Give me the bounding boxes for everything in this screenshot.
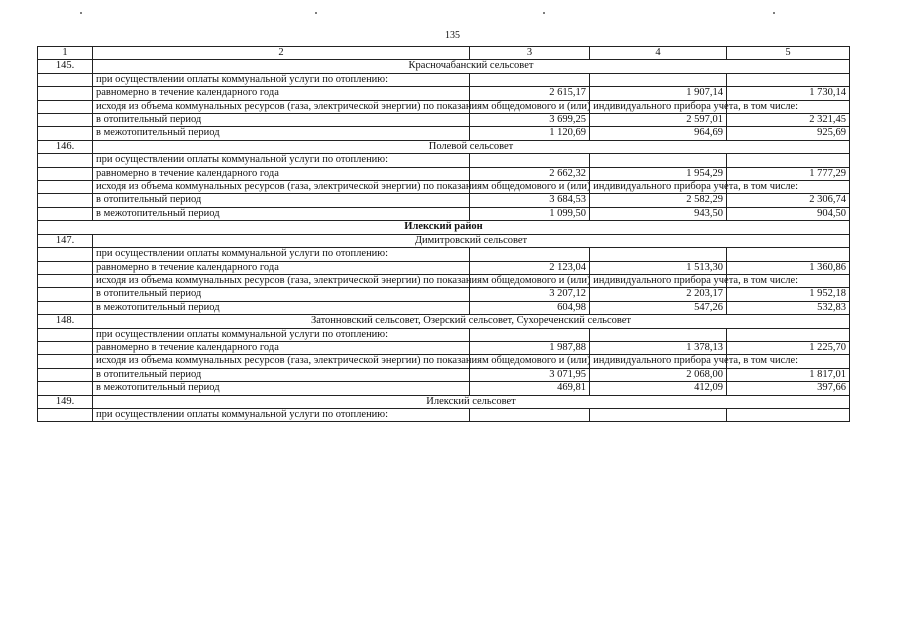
- table-row: [38, 288, 850, 301]
- value-cell: 412,09: [590, 382, 727, 395]
- row-label: в межотопительный период: [93, 207, 470, 220]
- table-header-row: [38, 47, 850, 60]
- value-cell: 604,98: [470, 301, 590, 314]
- value-cell: 3 207,12: [470, 288, 590, 301]
- table-row: [38, 328, 850, 341]
- value-cell: 2 662,32: [470, 167, 590, 180]
- header-cell: 4: [590, 47, 727, 60]
- value-cell: 943,50: [590, 207, 727, 220]
- section-title-row: [38, 395, 850, 408]
- value-cell: 1 987,88: [470, 341, 590, 354]
- section-number: 145.: [38, 60, 93, 73]
- row-label: при осуществлении оплаты коммунальной услуги по отоплению:: [93, 248, 470, 261]
- section-title-row: [38, 140, 850, 153]
- value-cell: 1 817,01: [727, 368, 850, 381]
- scan-dots: [0, 12, 905, 20]
- header-cell: 5: [727, 47, 850, 60]
- value-cell: 1 225,70: [727, 341, 850, 354]
- district-row: [38, 221, 850, 234]
- value-cell: 1 954,29: [590, 167, 727, 180]
- table-row: [38, 301, 850, 314]
- table-row: [38, 341, 850, 354]
- tariff-table: [37, 46, 850, 422]
- table-row: [38, 167, 850, 180]
- table-row: [38, 382, 850, 395]
- section-title: Димитровский сельсовет: [93, 234, 850, 247]
- table-row: [38, 248, 850, 261]
- value-cell: 1 378,13: [590, 341, 727, 354]
- value-cell: 2 597,01: [590, 114, 727, 127]
- table-row: [38, 100, 850, 113]
- table-row: [38, 261, 850, 274]
- table-row: [38, 87, 850, 100]
- row-label: равномерно в течение календарного года: [93, 341, 470, 354]
- section-title: Полевой сельсовет: [93, 140, 850, 153]
- district-title: Илекский район: [38, 221, 850, 234]
- section-title-row: [38, 315, 850, 328]
- row-label: равномерно в течение календарного года: [93, 87, 470, 100]
- row-label: при осуществлении оплаты коммунальной услуги по отоплению:: [93, 408, 470, 421]
- section-number: 146.: [38, 140, 93, 153]
- section-number: 147.: [38, 234, 93, 247]
- value-cell: 1 952,18: [727, 288, 850, 301]
- value-cell: 469,81: [470, 382, 590, 395]
- value-cell: 1 513,30: [590, 261, 727, 274]
- value-cell: 2 321,45: [727, 114, 850, 127]
- value-cell: 964,69: [590, 127, 727, 140]
- table-row: [38, 181, 850, 194]
- row-label: исходя из объема коммунальных ресурсов (газа, электрической энергии) по показаниям общедомового и (или) индивидуального прибора учета, в том числе:: [93, 355, 470, 368]
- table-row: [38, 274, 850, 287]
- value-cell: 1 099,50: [470, 207, 590, 220]
- value-cell: 904,50: [727, 207, 850, 220]
- table-row: [38, 73, 850, 86]
- value-cell: 397,66: [727, 382, 850, 395]
- header-cell: 1: [38, 47, 93, 60]
- value-cell: 532,83: [727, 301, 850, 314]
- value-cell: 547,26: [590, 301, 727, 314]
- header-cell: 3: [470, 47, 590, 60]
- row-label: равномерно в течение календарного года: [93, 261, 470, 274]
- row-label: в отопительный период: [93, 288, 470, 301]
- value-cell: 2 306,74: [727, 194, 850, 207]
- row-label: при осуществлении оплаты коммунальной услуги по отоплению:: [93, 328, 470, 341]
- value-cell: 2 582,29: [590, 194, 727, 207]
- row-label: исходя из объема коммунальных ресурсов (газа, электрической энергии) по показаниям общедомового и (или) индивидуального прибора учета, в том числе:: [93, 181, 470, 194]
- value-cell: 3 699,25: [470, 114, 590, 127]
- value-cell: 1 907,14: [590, 87, 727, 100]
- section-title-row: [38, 234, 850, 247]
- row-label: при осуществлении оплаты коммунальной услуги по отоплению:: [93, 73, 470, 86]
- row-label: исходя из объема коммунальных ресурсов (газа, электрической энергии) по показаниям общедомового и (или) индивидуального прибора учета, в том числе:: [93, 274, 470, 287]
- table-row: [38, 194, 850, 207]
- section-title: Затонновский сельсовет, Озерский сельсовет, Сухореченский сельсовет: [93, 315, 850, 328]
- value-cell: 1 120,69: [470, 127, 590, 140]
- value-cell: 2 615,17: [470, 87, 590, 100]
- row-label: равномерно в течение календарного года: [93, 167, 470, 180]
- value-cell: 2 123,04: [470, 261, 590, 274]
- value-cell: 3 684,53: [470, 194, 590, 207]
- row-label: в межотопительный период: [93, 301, 470, 314]
- section-title: Илекский сельсовет: [93, 395, 850, 408]
- row-label: при осуществлении оплаты коммунальной услуги по отоплению:: [93, 154, 470, 167]
- value-cell: 1 777,29: [727, 167, 850, 180]
- row-label: в отопительный период: [93, 368, 470, 381]
- table-row: [38, 408, 850, 421]
- row-label: в отопительный период: [93, 114, 470, 127]
- table-row: [38, 127, 850, 140]
- row-label: в межотопительный период: [93, 127, 470, 140]
- header-cell: 2: [93, 47, 470, 60]
- row-label: исходя из объема коммунальных ресурсов (газа, электрической энергии) по показаниям общедомового и (или) индивидуального прибора учета, в том числе:: [93, 100, 470, 113]
- value-cell: 1 360,86: [727, 261, 850, 274]
- value-cell: 2 203,17: [590, 288, 727, 301]
- value-cell: 3 071,95: [470, 368, 590, 381]
- table-row: [38, 207, 850, 220]
- section-number: 148.: [38, 315, 93, 328]
- value-cell: 1 730,14: [727, 87, 850, 100]
- table-row: [38, 368, 850, 381]
- section-title: Красночабанский сельсовет: [93, 60, 850, 73]
- row-label: в межотопительный период: [93, 382, 470, 395]
- page-number: 135: [445, 30, 460, 41]
- value-cell: 925,69: [727, 127, 850, 140]
- section-title-row: [38, 60, 850, 73]
- table-row: [38, 114, 850, 127]
- table-row: [38, 355, 850, 368]
- value-cell: 2 068,00: [590, 368, 727, 381]
- section-number: 149.: [38, 395, 93, 408]
- table-row: [38, 154, 850, 167]
- row-label: в отопительный период: [93, 194, 470, 207]
